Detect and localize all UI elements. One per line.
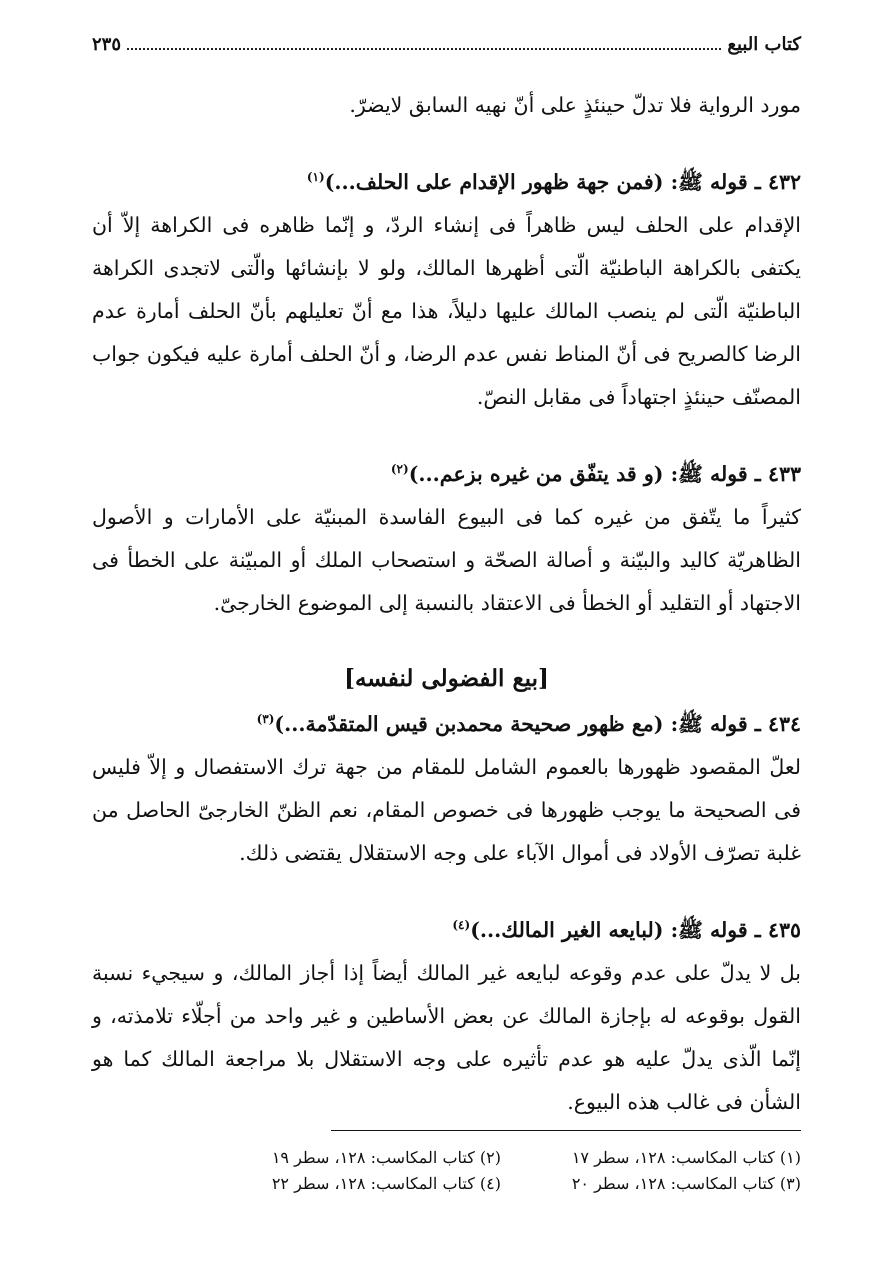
footnote-2: (٢) كتاب المكاسب: ١٢٨، سطر ١٩	[271, 1148, 501, 1167]
footnote-ref-3: (٣)	[256, 712, 275, 727]
entry-body-432: الإقدام على الحلف ليس ظاهراً فى إنشاء الردّ، و إنّما ظاهره فى الكراهة إلاّ أن يكتفى بالكراهة الباطنيّة الّتى أظهرها المالك، ولو لا بإنشائها والّتى لاتجدى الكراهة الباطنيّة الّتى لم ينصب المالك عليها دليلاً، هذا مع أنّ تعليلهم بأنّ الحلف أمارة عدم الرضا كالصريح فى أنّ المناط نفس عدم الرضا، و أنّ الحلف أمارة عليه فيكون جواب المصنّف حينئذٍ اجتهاداً فى مقابل النصّ.	[92, 213, 801, 409]
footnote-ref-2: (٢)	[390, 462, 409, 477]
page-number: ٢٣٥	[92, 34, 122, 55]
footnote-ref-4: (٤)	[452, 918, 471, 933]
entry-heading-435: ٤٣٥ ـ قوله ﷺ: (لبايعه الغير المالك...)$^{(٤)}$	[452, 918, 801, 942]
entry-body-433: كثيراً ما يتّفق من غيره كما فى البيوع الفاسدة المبنيّة على الأمارات و الأصول الظاهريّة كاليد والبيّنة و أصالة الصحّة و استصحاب الملك أو المبيّنة على الخطأ فى الاجتهاد أو التقليد أو الخطأ فى الاعتقاد بالنسبة إلى الموضوع الخارجىّ.	[92, 505, 801, 615]
entry-body-435: بل لا يدلّ على عدم وقوعه لبايعه غير المالك أيضاً إذا أجاز المالك، و سيجيء نسبة القول بوقوعه له بإجازة المالك عن بعض الأساطين و غير واحد من أجلّاء تلامذته، و إنّما الّذى يدلّ عليه هو عدم تأثيره على وجه الاستقلال بلا مراجعة المالك كما هو الشأن فى غالب هذه البيوع.	[92, 961, 801, 1114]
opening-line: مورد الرواية فلا تدلّ حينئذٍ على أنّ نهيه السابق لايضرّ.	[349, 93, 801, 117]
running-head-title: كتاب البيع	[727, 34, 801, 55]
footnotes	[92, 1130, 801, 1197]
main-text	[92, 84, 801, 1124]
footnote-rule	[331, 1130, 801, 1131]
footnote-4: (٤) كتاب المكاسب: ١٢٨، سطر ٢٢	[271, 1174, 501, 1193]
running-head	[92, 34, 801, 55]
section-title: [بيع الفضولى لنفسه]	[344, 665, 549, 692]
footnote-1: (١) كتاب المكاسب: ١٢٨، سطر ١٧	[571, 1148, 801, 1167]
entry-heading-432: ٤٣٢ ـ قوله ﷺ: (فمن جهة ظهور الإقدام على الحلف...)$^{(١)}$	[306, 170, 801, 194]
entry-heading-433: ٤٣٣ ـ قوله ﷺ: (و قد يتفّق من غيره بزعم...)$^{(٢)}$	[390, 462, 801, 486]
entry-body-434: لعلّ المقصود ظهورها بالعموم الشامل للمقام من جهة ترك الاستفصال و إلاّ فليس فى الصحيحة ما يوجب ظهورها فى خصوص المقام، نعم الظنّ الخارجىّ الحاصل من غلبة تصرّف الأولاد فى أموال الآباء على وجه الاستقلال يقتضى ذلك.	[92, 755, 801, 865]
footnote-3: (٣) كتاب المكاسب: ١٢٨، سطر ٢٠	[571, 1174, 801, 1193]
dot-leader	[127, 48, 721, 50]
footnote-ref-1: (١)	[306, 170, 325, 185]
entry-heading-434: ٤٣٤ ـ قوله ﷺ: (مع ظهور صحيحة محمدبن قيس المتقدّمة...)$^{(٣)}$	[256, 712, 801, 736]
